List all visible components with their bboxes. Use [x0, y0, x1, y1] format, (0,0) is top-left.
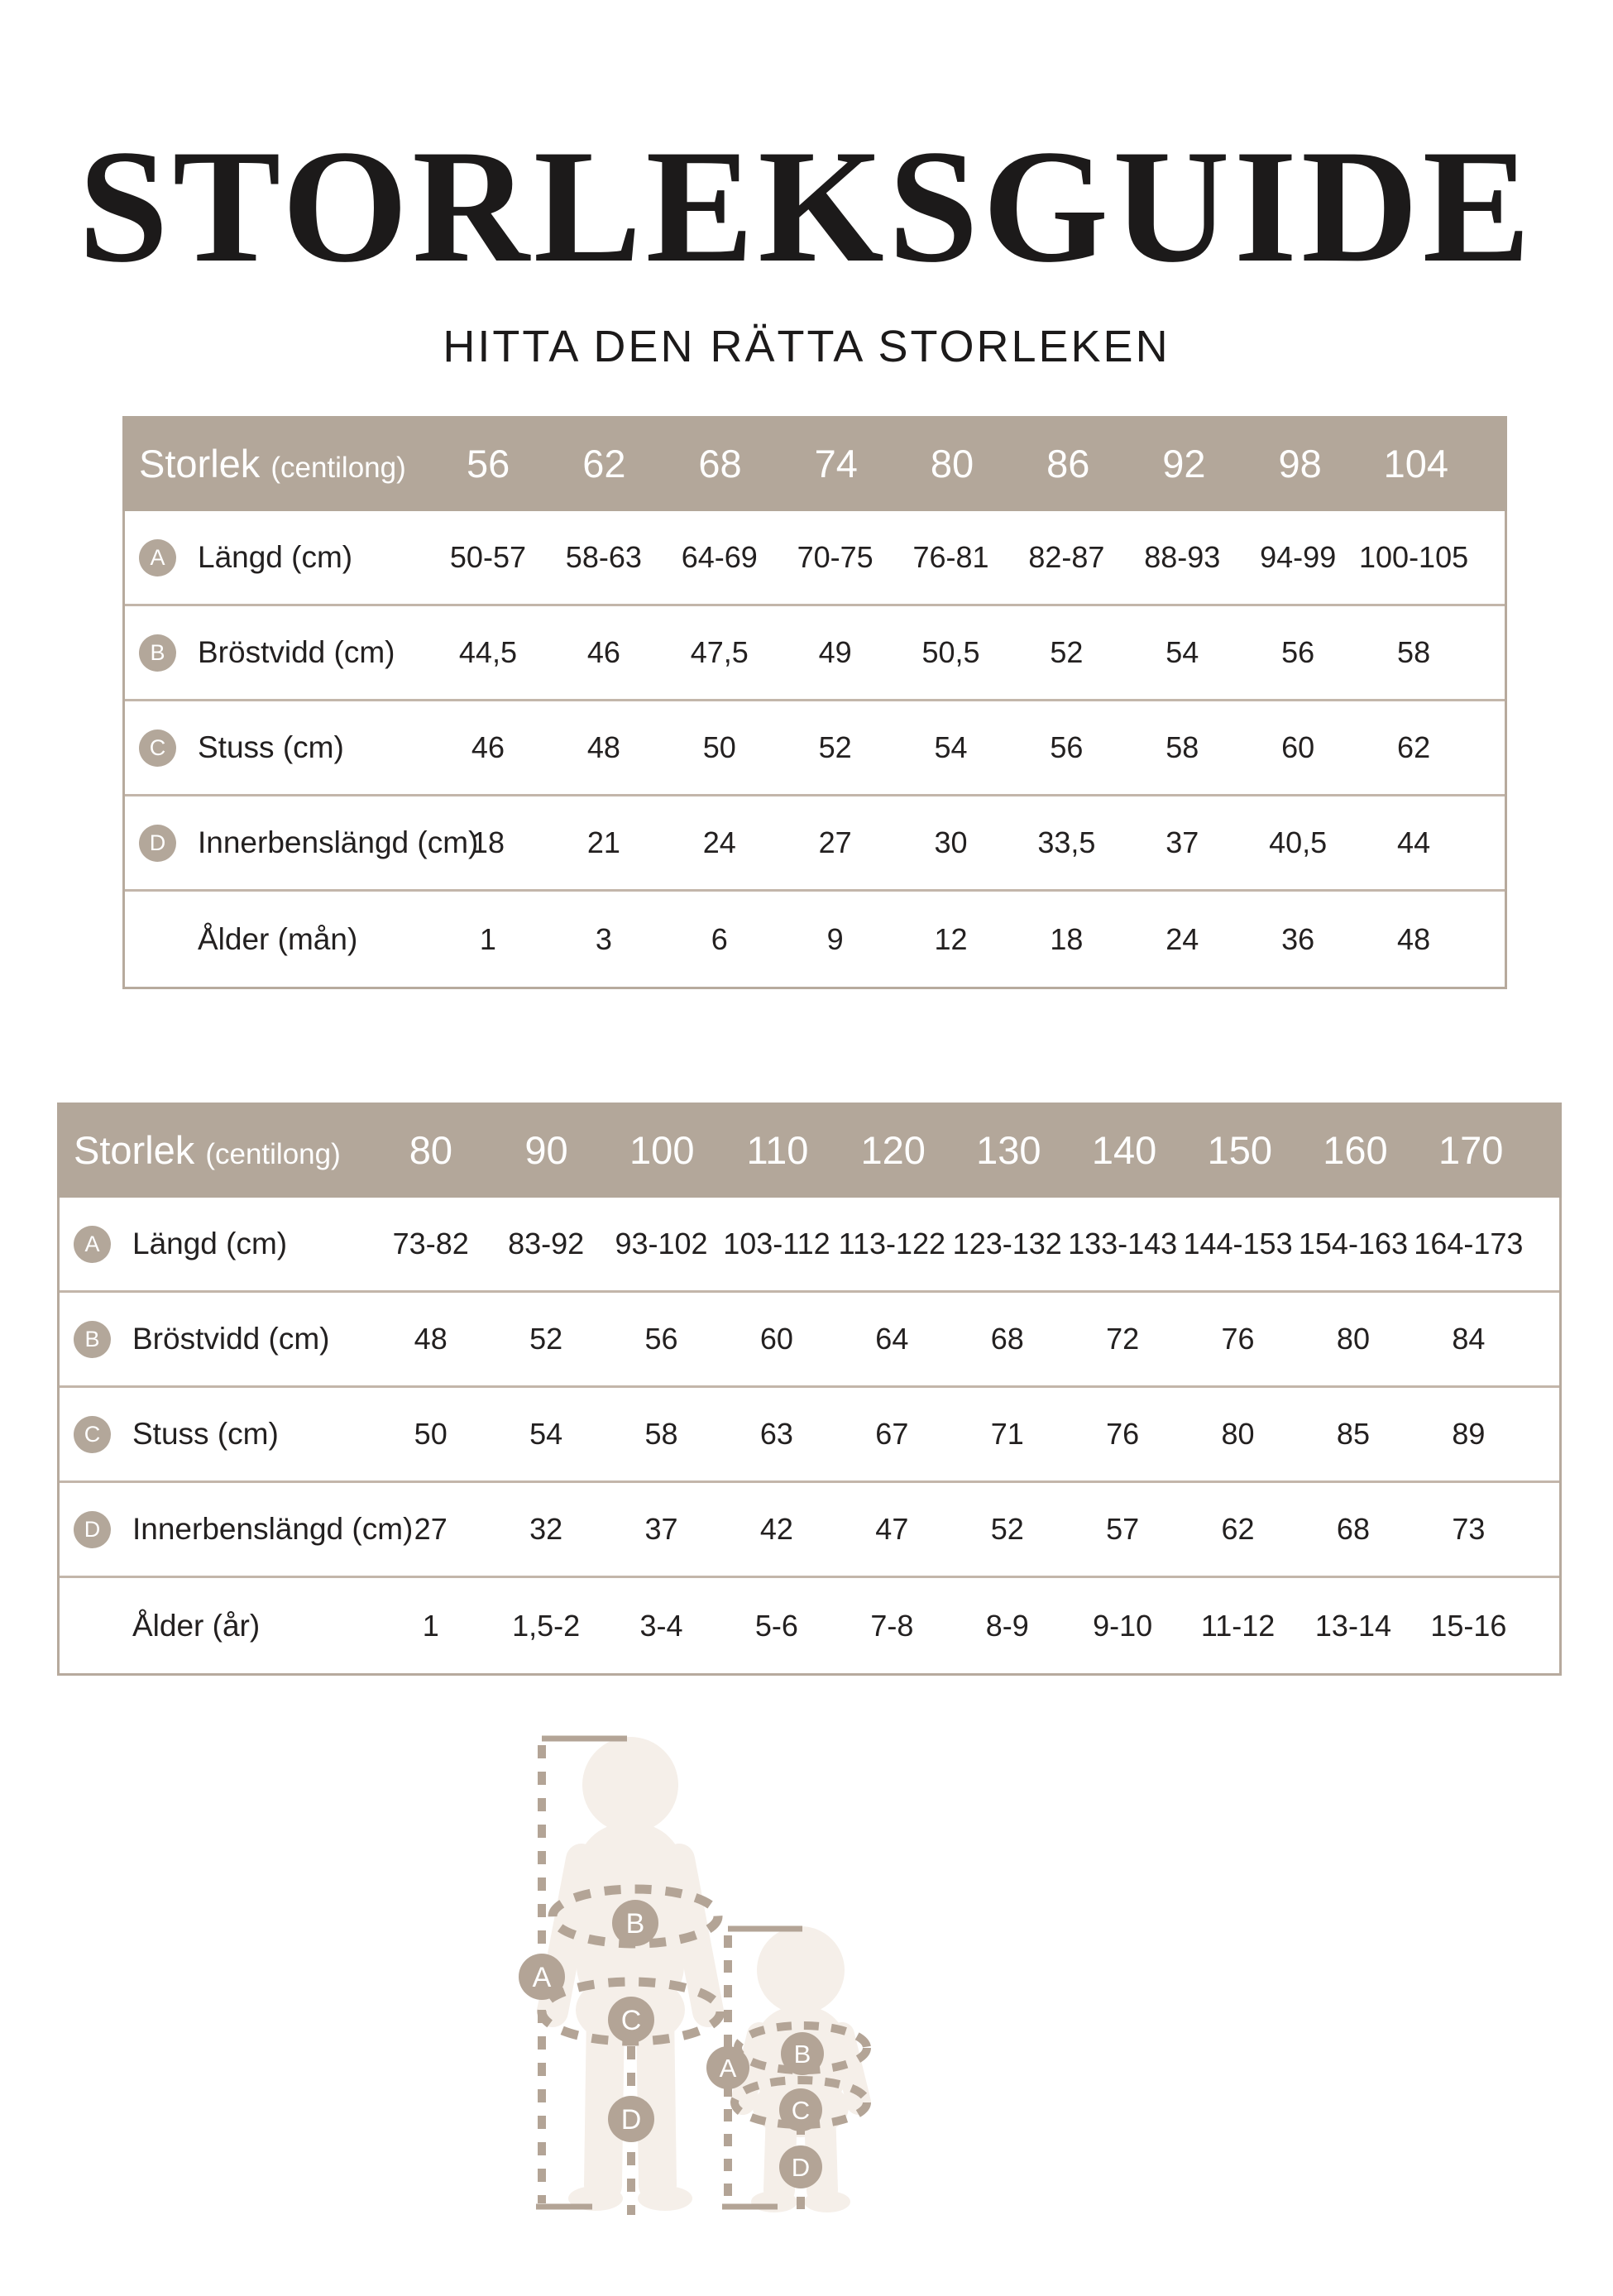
- marker-c-label: C: [791, 2096, 811, 2125]
- table-row: [125, 606, 1505, 701]
- storlek-text: Storlek: [139, 442, 261, 486]
- value-cell: 50: [414, 1417, 448, 1451]
- value-cell: 13-14: [1314, 1608, 1391, 1643]
- row-values: [373, 1322, 1559, 1356]
- value-cell: 67: [875, 1417, 909, 1451]
- marker-a-label: A: [532, 1962, 552, 1993]
- page-title: STORLEKSGUIDE: [78, 117, 1535, 296]
- value-cell: 37: [644, 1512, 678, 1546]
- value-cell: 49: [818, 635, 852, 669]
- value-cell: 56: [1281, 635, 1315, 669]
- value-cell: 76: [1106, 1417, 1140, 1451]
- value-cell: 36: [1281, 921, 1315, 956]
- value-cell: 1: [422, 1608, 439, 1643]
- value-cell: 1,5-2: [512, 1608, 581, 1643]
- value-cell: 54: [529, 1417, 563, 1451]
- value-cell: 47: [875, 1512, 909, 1546]
- value-cell: 52: [818, 730, 852, 764]
- value-cell: 50: [702, 730, 736, 764]
- value-cell: 18: [1050, 921, 1084, 956]
- value-cell: 68: [990, 1322, 1024, 1356]
- marker-c-badge: C: [139, 729, 176, 767]
- table-body: [122, 511, 1507, 989]
- row-label-cell: [60, 1416, 373, 1453]
- value-cell: 40,5: [1269, 825, 1328, 859]
- row-label: Stuss (cm): [132, 1417, 279, 1451]
- value-cell: 52: [990, 1512, 1024, 1546]
- marker-d-label: D: [791, 2153, 811, 2182]
- row-label-cell: [60, 1321, 373, 1358]
- value-cell: 68: [1336, 1512, 1370, 1546]
- value-cell: 60: [759, 1322, 793, 1356]
- value-cell: 72: [1106, 1322, 1140, 1356]
- row-values: [373, 1609, 1559, 1643]
- value-cell: 1: [479, 921, 496, 956]
- row-values: [430, 635, 1505, 670]
- value-cell: 48: [414, 1322, 448, 1356]
- marker-b-label: B: [625, 1908, 645, 1940]
- value-cell: 58: [1165, 730, 1199, 764]
- table-row: [125, 796, 1505, 892]
- table-row: [60, 1578, 1559, 1673]
- row-label: Längd (cm): [198, 540, 353, 574]
- size-column-header: 104: [1383, 442, 1449, 486]
- size-column-header: 92: [1162, 442, 1206, 486]
- marker-a-badge: A: [74, 1226, 111, 1263]
- table-row: [60, 1388, 1559, 1483]
- table-row: [125, 892, 1505, 987]
- row-label-cell: [60, 1226, 373, 1263]
- table-header-band: [57, 1103, 1562, 1198]
- value-cell: 50-57: [449, 540, 526, 574]
- row-values: [430, 922, 1505, 957]
- value-cell: 70-75: [797, 540, 874, 574]
- marker-c-badge: C: [74, 1416, 111, 1453]
- value-cell: 144-153: [1183, 1227, 1293, 1260]
- row-label: Bröstvidd (cm): [132, 1322, 330, 1356]
- storlek-header-label: [122, 441, 430, 486]
- value-cell: 93-102: [615, 1227, 708, 1260]
- value-cell: 52: [529, 1322, 563, 1356]
- size-guide-table-baby: [122, 416, 1507, 989]
- row-label-cell: [125, 729, 430, 767]
- value-cell: 58-63: [565, 540, 642, 574]
- row-values: [373, 1227, 1559, 1261]
- table-row: [60, 1293, 1559, 1388]
- value-cell: 94-99: [1260, 540, 1337, 574]
- value-cell: 7-8: [870, 1608, 914, 1643]
- value-cell: 63: [759, 1417, 793, 1451]
- size-column-header: 170: [1438, 1128, 1504, 1172]
- size-column-header: 86: [1046, 442, 1090, 486]
- value-cell: 9: [826, 921, 844, 956]
- row-label: Längd (cm): [132, 1227, 288, 1260]
- value-cell: 46: [586, 635, 620, 669]
- table-row: [125, 701, 1505, 796]
- value-cell: 3-4: [639, 1608, 683, 1643]
- value-cell: 48: [1397, 921, 1431, 956]
- row-label: Ålder (mån): [198, 921, 358, 956]
- value-cell: 62: [1397, 730, 1431, 764]
- value-cell: 50,5: [921, 635, 980, 669]
- row-label: Bröstvidd (cm): [198, 635, 395, 669]
- size-column-header: 98: [1278, 442, 1322, 486]
- value-cell: 24: [1165, 921, 1199, 956]
- size-columns: [430, 441, 1507, 486]
- value-cell: 46: [471, 730, 505, 764]
- centilong-text: (centilong): [270, 452, 406, 484]
- size-column-header: 56: [466, 442, 510, 486]
- value-cell: 9-10: [1093, 1608, 1153, 1643]
- row-label-cell: [125, 634, 430, 672]
- value-cell: 64: [875, 1322, 909, 1356]
- page-subtitle: HITTA DEN RÄTTA STORLEKEN: [443, 322, 1170, 371]
- value-cell: 82-87: [1028, 540, 1105, 574]
- value-cell: 5-6: [754, 1608, 798, 1643]
- row-values: [430, 730, 1505, 765]
- size-column-header: 110: [746, 1128, 809, 1172]
- size-column-header: 140: [1091, 1128, 1157, 1172]
- value-cell: 133-143: [1068, 1227, 1178, 1260]
- value-cell: 88-93: [1144, 540, 1221, 574]
- size-column-header: 62: [582, 442, 626, 486]
- table-header-band: [122, 416, 1507, 511]
- value-cell: 76: [1221, 1322, 1255, 1356]
- value-cell: 80: [1221, 1417, 1255, 1451]
- row-label-cell: [125, 921, 430, 958]
- marker-a-badge: A: [139, 539, 176, 576]
- measurement-diagram: [0, 1720, 1613, 2296]
- value-cell: 58: [644, 1417, 678, 1451]
- value-cell: 58: [1397, 635, 1431, 669]
- value-cell: 54: [1165, 635, 1199, 669]
- value-cell: 54: [934, 730, 968, 764]
- value-cell: 80: [1336, 1322, 1370, 1356]
- value-cell: 113-122: [838, 1227, 946, 1260]
- value-cell: 33,5: [1037, 825, 1096, 859]
- row-values: [373, 1417, 1559, 1452]
- storlek-header-label: [57, 1127, 373, 1173]
- row-label-cell: [60, 1511, 414, 1548]
- value-cell: 32: [529, 1512, 563, 1546]
- value-cell: 103-112: [723, 1227, 830, 1260]
- value-cell: 85: [1336, 1417, 1370, 1451]
- value-cell: 44,5: [458, 635, 517, 669]
- value-cell: 56: [1050, 730, 1084, 764]
- value-cell: 73-82: [392, 1227, 469, 1260]
- table-row: [125, 511, 1505, 606]
- centilong-text: (centilong): [205, 1138, 341, 1170]
- marker-b-badge: B: [74, 1321, 111, 1358]
- size-column-header: 160: [1323, 1128, 1388, 1172]
- value-cell: 6: [711, 921, 728, 956]
- size-column-header: 120: [860, 1128, 926, 1172]
- marker-a-label: A: [719, 2054, 737, 2083]
- value-cell: 76-81: [912, 540, 989, 574]
- size-column-header: 68: [698, 442, 742, 486]
- size-column-header: 80: [930, 442, 974, 486]
- size-column-header: 100: [629, 1128, 695, 1172]
- value-cell: 83-92: [508, 1227, 585, 1260]
- row-label: Ålder (år): [132, 1608, 261, 1643]
- row-label-cell: [125, 825, 479, 862]
- size-column-header: 80: [409, 1128, 452, 1172]
- size-column-header: 90: [524, 1128, 568, 1172]
- value-cell: 27: [818, 825, 852, 859]
- value-cell: 30: [934, 825, 968, 859]
- value-cell: 47,5: [690, 635, 749, 669]
- size-guide-table-kids: [57, 1103, 1562, 1676]
- value-cell: 37: [1165, 825, 1199, 859]
- page-header: [0, 0, 1613, 372]
- value-cell: 73: [1452, 1512, 1486, 1546]
- value-cell: 3: [595, 921, 612, 956]
- row-label-cell: [125, 539, 430, 576]
- row-values: [430, 540, 1505, 575]
- value-cell: 24: [702, 825, 736, 859]
- row-values: [430, 825, 1505, 860]
- row-label: Innerbenslängd (cm): [198, 825, 479, 859]
- marker-d-label: D: [620, 2104, 642, 2136]
- row-label-cell: [60, 1607, 373, 1644]
- storlek-text: Storlek: [74, 1128, 195, 1172]
- value-cell: 27: [414, 1512, 448, 1546]
- marker-c-label: C: [620, 2005, 642, 2036]
- value-cell: 44: [1397, 825, 1431, 859]
- marker-b-badge: B: [139, 634, 176, 672]
- value-cell: 48: [586, 730, 620, 764]
- value-cell: 71: [990, 1417, 1024, 1451]
- marker-d-badge: D: [74, 1511, 111, 1548]
- value-cell: 12: [934, 921, 968, 956]
- table-row: [60, 1483, 1559, 1578]
- value-cell: 8-9: [985, 1608, 1029, 1643]
- value-cell: 62: [1221, 1512, 1255, 1546]
- value-cell: 18: [471, 825, 505, 859]
- row-values: [373, 1512, 1559, 1547]
- value-cell: 15-16: [1430, 1608, 1507, 1643]
- size-column-header: 74: [814, 442, 858, 486]
- value-cell: 100-105: [1359, 540, 1469, 574]
- row-label: Stuss (cm): [198, 730, 344, 764]
- marker-b-label: B: [793, 2040, 811, 2069]
- value-cell: 11-12: [1200, 1608, 1276, 1643]
- value-cell: 84: [1452, 1322, 1486, 1356]
- value-cell: 57: [1106, 1512, 1140, 1546]
- value-cell: 52: [1050, 635, 1084, 669]
- value-cell: 42: [759, 1512, 793, 1546]
- size-column-header: 130: [976, 1128, 1041, 1172]
- value-cell: 64-69: [681, 540, 758, 574]
- value-cell: 60: [1281, 730, 1315, 764]
- size-column-header: 150: [1207, 1128, 1272, 1172]
- value-cell: 154-163: [1298, 1227, 1409, 1260]
- marker-d-badge: D: [139, 825, 176, 862]
- value-cell: 164-173: [1414, 1227, 1524, 1260]
- value-cell: 21: [586, 825, 620, 859]
- table-body: [57, 1198, 1562, 1676]
- size-columns: [373, 1127, 1562, 1173]
- row-label: Innerbenslängd (cm): [132, 1512, 414, 1546]
- value-cell: 123-132: [952, 1227, 1062, 1260]
- value-cell: 56: [644, 1322, 678, 1356]
- table-row: [60, 1198, 1559, 1293]
- value-cell: 89: [1452, 1417, 1486, 1451]
